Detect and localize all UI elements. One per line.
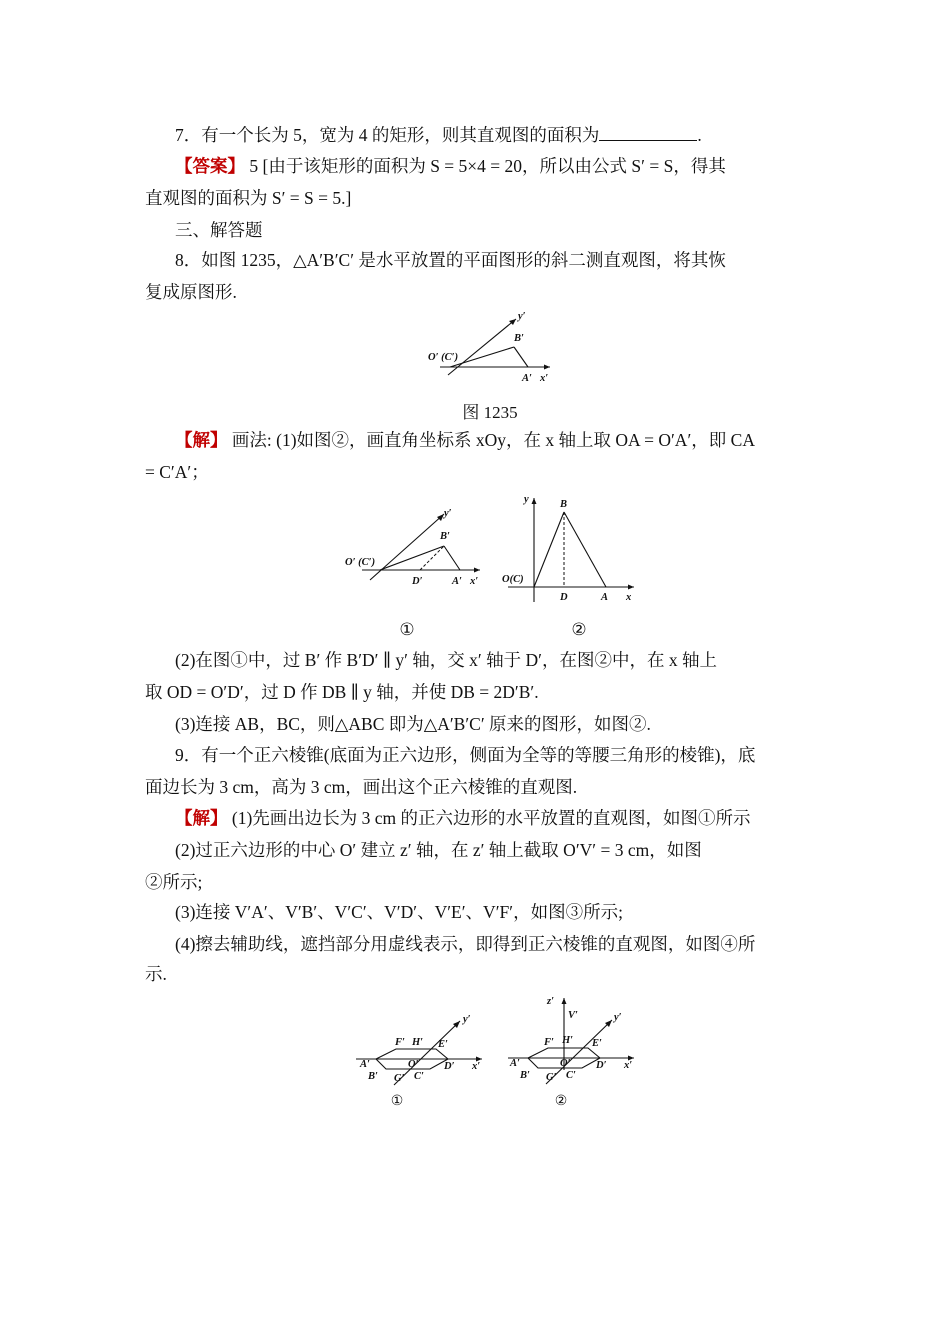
label-y: y: [524, 494, 529, 505]
label-h-prime: H′: [562, 1035, 574, 1046]
label-a-prime: A′: [360, 1059, 370, 1070]
label-d-prime: D′: [412, 576, 423, 587]
q8-figure-1: [340, 502, 490, 597]
label-d: D: [560, 592, 568, 602]
label-h-prime: H′: [412, 1037, 424, 1048]
figure-1235-caption: 图 1235: [462, 403, 518, 422]
q7-answer: 【答案】 5 [由于该矩形的面积为 S = 5×4 = 20，所以由公式 S′ = S，得其: [175, 156, 726, 176]
q9-solution: 【解】 (1)先画出边长为 3 cm 的正六边形的水平放置的直观图，如图①所示: [175, 808, 751, 828]
solution-tag: 【解】: [175, 430, 228, 450]
label-x-prime: x′: [624, 1060, 633, 1071]
q8-step3: (3)连接 AB，BC，则△ABC 即为△A′B′C′ 原来的图形，如图②.: [175, 714, 651, 734]
q9-figure-1: [350, 1005, 490, 1095]
q8-question-line2: 复成原图形.: [145, 282, 237, 302]
solution-tag: 【解】: [175, 808, 228, 828]
q7-question: 7．有一个长为 5，宽为 4 的矩形，则其直观图的面积为 .: [175, 122, 835, 147]
label-x: x: [626, 592, 632, 602]
q7-answer-line2: 直观图的面积为 S′ = S = 5.]: [145, 188, 352, 208]
label-y-prime: y′: [518, 311, 526, 322]
label-g-prime: G′: [546, 1072, 557, 1083]
label-a-prime: A′: [510, 1058, 520, 1069]
label-a: A: [601, 592, 609, 602]
q8-solution-line2: = C′A′；: [145, 462, 209, 482]
label-o-prime-c-prime: O′ (C′): [345, 557, 376, 568]
q8-figure-2: [500, 490, 640, 602]
q8-step2-line2: 取 OD = O′D′，过 D 作 DB ∥ y 轴，并使 DB = 2D′B′.: [145, 682, 539, 702]
q9-step4-line2: 示.: [145, 964, 167, 984]
q9-step2-line1: (2)过正六边形的中心 O′ 建立 z′ 轴，在 z′ 轴上截取 O′V′ = 3 cm，如图: [175, 840, 702, 860]
label-a-prime: A′: [522, 373, 532, 384]
q8-caption-2: ②: [571, 620, 587, 639]
label-o-prime-c-prime: O′ (C′): [428, 352, 459, 363]
label-b: B: [560, 499, 568, 510]
q8-caption-1: ①: [399, 620, 415, 639]
figure-1235: [420, 305, 560, 387]
q9-step3: (3)连接 V′A′、V′B′、V′C′、V′D′、V′E′、V′F′，如图③所示;: [175, 902, 623, 922]
label-v-prime: V′: [568, 1010, 578, 1021]
label-g-prime: G′: [394, 1073, 405, 1084]
q9-caption-2: ②: [554, 1094, 568, 1109]
label-y-prime: y′: [444, 508, 452, 519]
q8-question-line1: 8．如图 1235，△A′B′C′ 是水平放置的平面图形的斜二测直观图，将其恢: [175, 250, 726, 270]
label-x-prime: x′: [472, 1061, 481, 1072]
label-b-prime: B′: [520, 1070, 530, 1081]
label-x-prime: x′: [540, 373, 549, 384]
label-x-prime: x′: [470, 576, 479, 587]
q9-question-line2: 面边长为 3 cm，高为 3 cm，画出这个正六棱锥的直观图.: [145, 777, 578, 797]
answer-tag: 【答案】: [175, 156, 245, 176]
label-b-prime: B′: [440, 531, 450, 542]
label-c-prime: C′: [414, 1071, 424, 1082]
label-e-prime: E′: [438, 1039, 448, 1050]
answer-blank: [599, 122, 697, 141]
label-c-prime: C′: [566, 1070, 576, 1081]
q9-caption-1: ①: [390, 1094, 404, 1109]
label-f-prime: F′: [544, 1037, 554, 1048]
label-y-prime: y′: [614, 1012, 622, 1023]
label-y-prime: y′: [463, 1014, 471, 1025]
label-e-prime: E′: [592, 1038, 602, 1049]
section-title: 三、解答题: [175, 220, 263, 240]
label-a-prime: A′: [452, 576, 462, 587]
label-z-prime: z′: [547, 996, 555, 1007]
label-oc: O(C): [502, 574, 524, 585]
label-o-prime: O′: [560, 1058, 571, 1069]
q8-solution: 【解】 画法: (1)如图②，画直角坐标系 xOy，在 x 轴上取 OA = O′A′，即 CA: [175, 430, 755, 450]
q9-step4-line1: (4)擦去辅助线，遮挡部分用虚线表示，即得到正六棱锥的直观图，如图④所: [175, 934, 756, 954]
label-d-prime: D′: [444, 1061, 455, 1072]
q9-question-line1: 9．有一个正六棱锥(底面为正六边形，侧面为全等的等腰三角形的棱锥)，底: [175, 745, 756, 765]
label-f-prime: F′: [395, 1037, 405, 1048]
q9-step2-line2: ②所示;: [145, 872, 203, 892]
label-d-prime: D′: [596, 1060, 607, 1071]
label-o-prime: O′: [408, 1059, 419, 1070]
label-b-prime: B′: [368, 1071, 378, 1082]
label-b-prime: B′: [514, 333, 524, 344]
q9-figure-2: [500, 990, 650, 1094]
q8-step2-line1: (2)在图①中，过 B′ 作 B′D′ ∥ y′ 轴，交 x′ 轴于 D′，在图②中，在 x 轴上: [175, 650, 717, 670]
